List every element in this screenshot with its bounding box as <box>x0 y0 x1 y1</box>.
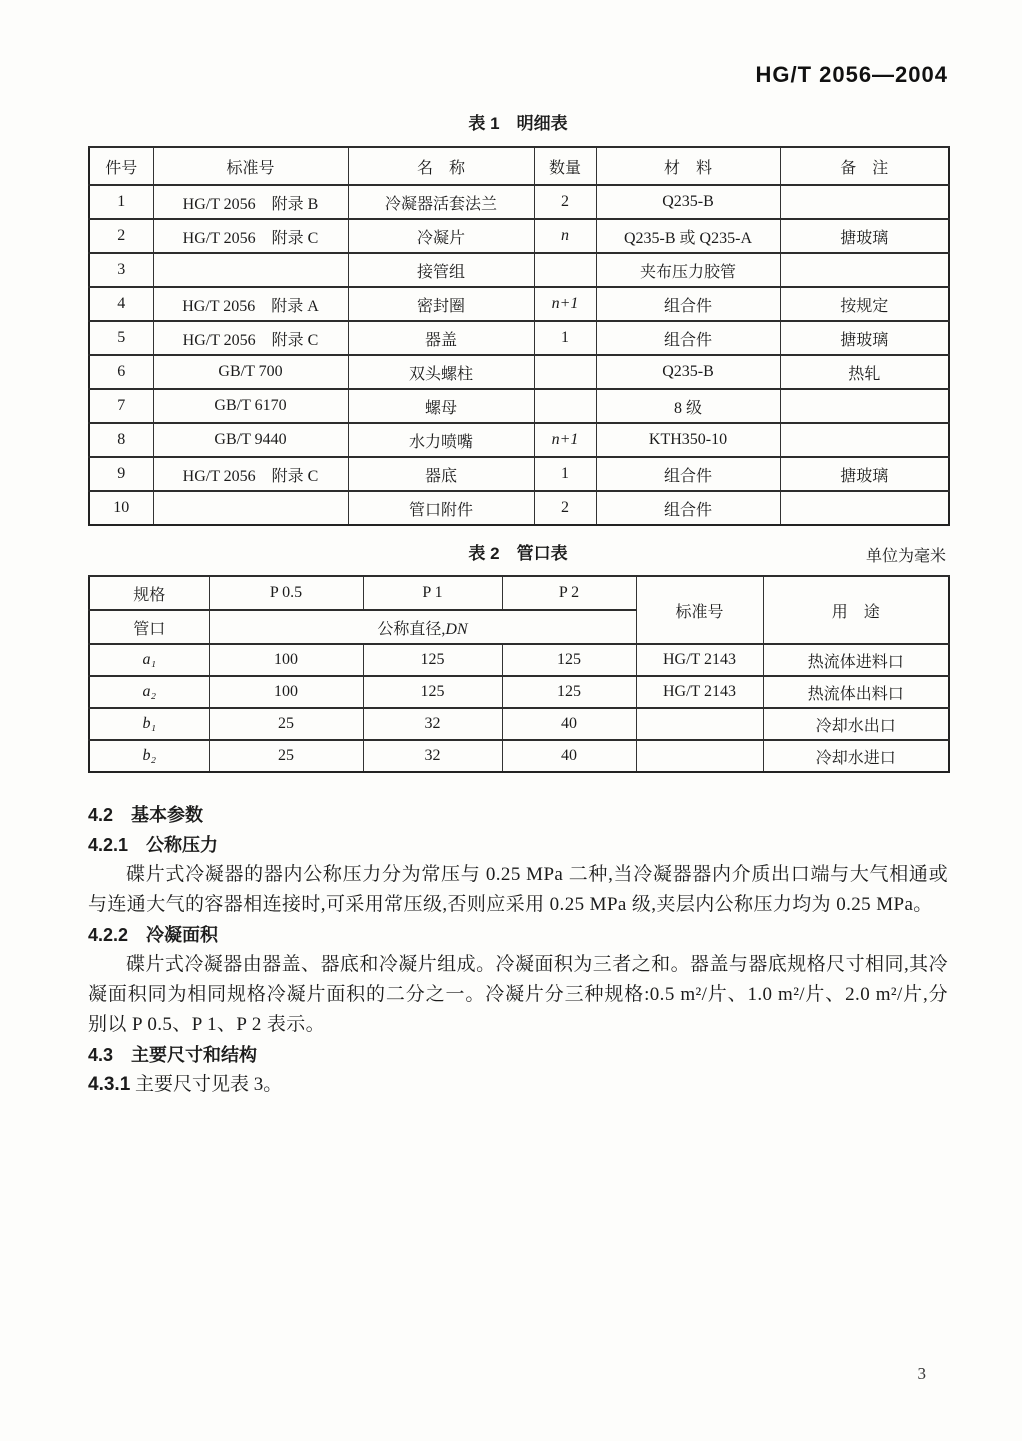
table1-header-row <box>89 147 949 185</box>
table1-cell: 密封圈 <box>348 287 534 321</box>
table1-cell: 7 <box>89 389 153 423</box>
table1-cell: 冷凝器活套法兰 <box>348 185 534 219</box>
table1-cell: HG/T 2056 附录 C <box>153 219 348 253</box>
table2-header-cell: P 1 <box>363 576 502 610</box>
table1-cell: 搪玻璃 <box>780 457 949 491</box>
table2-cell: 冷却水进口 <box>763 740 949 772</box>
table2-cell: HG/T 2143 <box>636 644 763 676</box>
section-4-3-1-number: 4.3.1 <box>88 1074 131 1095</box>
page-number: 3 <box>917 1364 926 1383</box>
table1-cell: 5 <box>89 321 153 355</box>
table1-cell: 2 <box>89 219 153 253</box>
table2-cell: 125 <box>502 644 636 676</box>
table2-header-cell: 标准号 <box>636 576 763 644</box>
table2-cell: 125 <box>363 644 502 676</box>
table1-cell: 3 <box>89 253 153 287</box>
table1-cell: n+1 <box>534 287 596 321</box>
table1-cell: 1 <box>89 185 153 219</box>
table1-cell: 搪玻璃 <box>780 321 949 355</box>
dn-symbol: DN <box>445 620 468 638</box>
table2-header-cell: P 0.5 <box>209 576 363 610</box>
paragraph-4-2-1: 碟片式冷凝器的器内公称压力分为常压与 0.25 MPa 二种,当冷凝器器内介质出口端与大气相通或与连通大气的容器相连接时,可采用常压级,否则应采用 0.25 MPa 级,夹层内公称压力均为 0.25 MPa。 <box>88 864 948 915</box>
table1-cell: 器盖 <box>348 321 534 355</box>
table2-caption <box>88 542 948 566</box>
table1-cell: 管口附件 <box>348 491 534 525</box>
table2-cell: 100 <box>209 644 363 676</box>
table1-cell: Q235-B 或 Q235-A <box>596 219 780 253</box>
standard-code-header: HG/T 2056—2004 <box>755 62 948 87</box>
dn-label: 公称直径, <box>377 620 446 638</box>
table1-header-cell: 材 料 <box>596 147 780 185</box>
table1-cell: GB/T 9440 <box>153 423 348 457</box>
table2-cell: b₁ <box>89 708 209 740</box>
table1-row <box>89 457 949 491</box>
table2-header-cell: 规格 <box>89 576 209 610</box>
table1-cell: 2 <box>534 491 596 525</box>
table1-cell: 组合件 <box>596 287 780 321</box>
table2-title: 表 2 管口表 <box>468 544 568 563</box>
table2-cell: 40 <box>502 740 636 772</box>
table2-cell: 冷却水出口 <box>763 708 949 740</box>
table1-cell: 8 <box>89 423 153 457</box>
table1-cell: 器底 <box>348 457 534 491</box>
table1-header-cell: 名 称 <box>348 147 534 185</box>
table1-header-cell: 备 注 <box>780 147 949 185</box>
table1-cell <box>153 253 348 287</box>
table1-cell: n+1 <box>534 423 596 457</box>
table1-row <box>89 219 949 253</box>
table1-cell <box>780 389 949 423</box>
table1-cell <box>534 389 596 423</box>
table1-cell: 水力喷嘴 <box>348 423 534 457</box>
table1-cell: 夹布压力胶管 <box>596 253 780 287</box>
table1-cell: HG/T 2056 附录 B <box>153 185 348 219</box>
table2-row <box>89 676 949 708</box>
table2-cell: 100 <box>209 676 363 708</box>
table1-cell: HG/T 2056 附录 C <box>153 321 348 355</box>
section-4-3-1-text: 主要尺寸见表 3。 <box>135 1074 283 1095</box>
table2-cell: a₂ <box>89 676 209 708</box>
table1-cell: 双头螺柱 <box>348 355 534 389</box>
table1-cell: 搪玻璃 <box>780 219 949 253</box>
table2-cell: HG/T 2143 <box>636 676 763 708</box>
table1-cell: 组合件 <box>596 321 780 355</box>
table1-cell: 1 <box>534 321 596 355</box>
table2-header-cell <box>209 610 636 644</box>
table1-row <box>89 491 949 525</box>
table1-cell: 8 级 <box>596 389 780 423</box>
table2-header-cell: P 2 <box>502 576 636 610</box>
table1-row <box>89 389 949 423</box>
page-content <box>88 0 948 1100</box>
table1-row <box>89 321 949 355</box>
table1-cell: 组合件 <box>596 491 780 525</box>
table1-cell: n <box>534 219 596 253</box>
table1-cell <box>153 491 348 525</box>
table1-cell: 4 <box>89 287 153 321</box>
table2-cell: 25 <box>209 708 363 740</box>
table2-cell <box>636 740 763 772</box>
table-1-detail-list <box>88 146 950 526</box>
table1-cell: HG/T 2056 附录 A <box>153 287 348 321</box>
table1-header-cell: 件号 <box>89 147 153 185</box>
table1-cell: Q235-B <box>596 355 780 389</box>
table2-cell: 32 <box>363 740 502 772</box>
table1-cell <box>780 423 949 457</box>
section-heading-4-2: 4.2 基本参数 <box>88 805 204 825</box>
table2-row <box>89 708 949 740</box>
table2-cell: b₂ <box>89 740 209 772</box>
section-heading-4-3: 4.3 主要尺寸和结构 <box>88 1045 258 1065</box>
table2-header-cell: 管口 <box>89 610 209 644</box>
table1-cell <box>780 491 949 525</box>
table2-cell: 热流体出料口 <box>763 676 949 708</box>
table1-cell: 组合件 <box>596 457 780 491</box>
table1-cell: 1 <box>534 457 596 491</box>
table2-cell: 32 <box>363 708 502 740</box>
table1-row <box>89 185 949 219</box>
table1-row <box>89 253 949 287</box>
table1-cell: 10 <box>89 491 153 525</box>
table1-row <box>89 355 949 389</box>
table1-cell: 热轧 <box>780 355 949 389</box>
table2-header-row <box>89 576 949 610</box>
table2-header-cell: 用 途 <box>763 576 949 644</box>
table2-row <box>89 644 949 676</box>
table2-unit-note: 单位为毫米 <box>865 548 946 565</box>
table1-cell: 9 <box>89 457 153 491</box>
table1-cell <box>534 355 596 389</box>
paragraph-4-2-2: 碟片式冷凝器由器盖、器底和冷凝片组成。冷凝面积为三者之和。器盖与器底规格尺寸相同,其冷凝面积同为相同规格冷凝片面积的二分之一。冷凝片分三种规格:0.5 m²/片、1.0 m²/片、2.0 m²/片,分别以 P 0.5、P 1、P 2 表示。 <box>88 954 948 1035</box>
table1-cell <box>780 185 949 219</box>
section-4-3-1-line <box>88 1070 948 1100</box>
table1-cell: Q235-B <box>596 185 780 219</box>
table1-cell: GB/T 6170 <box>153 389 348 423</box>
section-heading-4-2-1: 4.2.1 公称压力 <box>88 835 219 855</box>
table1-cell: KTH350-10 <box>596 423 780 457</box>
table1-cell: 2 <box>534 185 596 219</box>
table1-cell <box>780 253 949 287</box>
table2-cell: 热流体进料口 <box>763 644 949 676</box>
table1-header-cell: 数量 <box>534 147 596 185</box>
table1-cell: 接管组 <box>348 253 534 287</box>
table2-cell: a₁ <box>89 644 209 676</box>
table1-cell: GB/T 700 <box>153 355 348 389</box>
table1-cell: 6 <box>89 355 153 389</box>
table1-row <box>89 287 949 321</box>
table2-row <box>89 740 949 772</box>
table2-cell: 125 <box>363 676 502 708</box>
table2-cell: 125 <box>502 676 636 708</box>
table2-cell <box>636 708 763 740</box>
table1-cell: 按规定 <box>780 287 949 321</box>
table1-header-cell: 标准号 <box>153 147 348 185</box>
table-2-nozzle-list <box>88 575 950 773</box>
table1-cell: HG/T 2056 附录 C <box>153 457 348 491</box>
table1-row <box>89 423 949 457</box>
table2-cell: 25 <box>209 740 363 772</box>
section-heading-4-2-2: 4.2.2 冷凝面积 <box>88 925 219 945</box>
table2-cell: 40 <box>502 708 636 740</box>
table1-cell: 冷凝片 <box>348 219 534 253</box>
table1-cell <box>534 253 596 287</box>
table1-title: 表 1 明细表 <box>468 114 568 133</box>
table1-cell: 螺母 <box>348 389 534 423</box>
